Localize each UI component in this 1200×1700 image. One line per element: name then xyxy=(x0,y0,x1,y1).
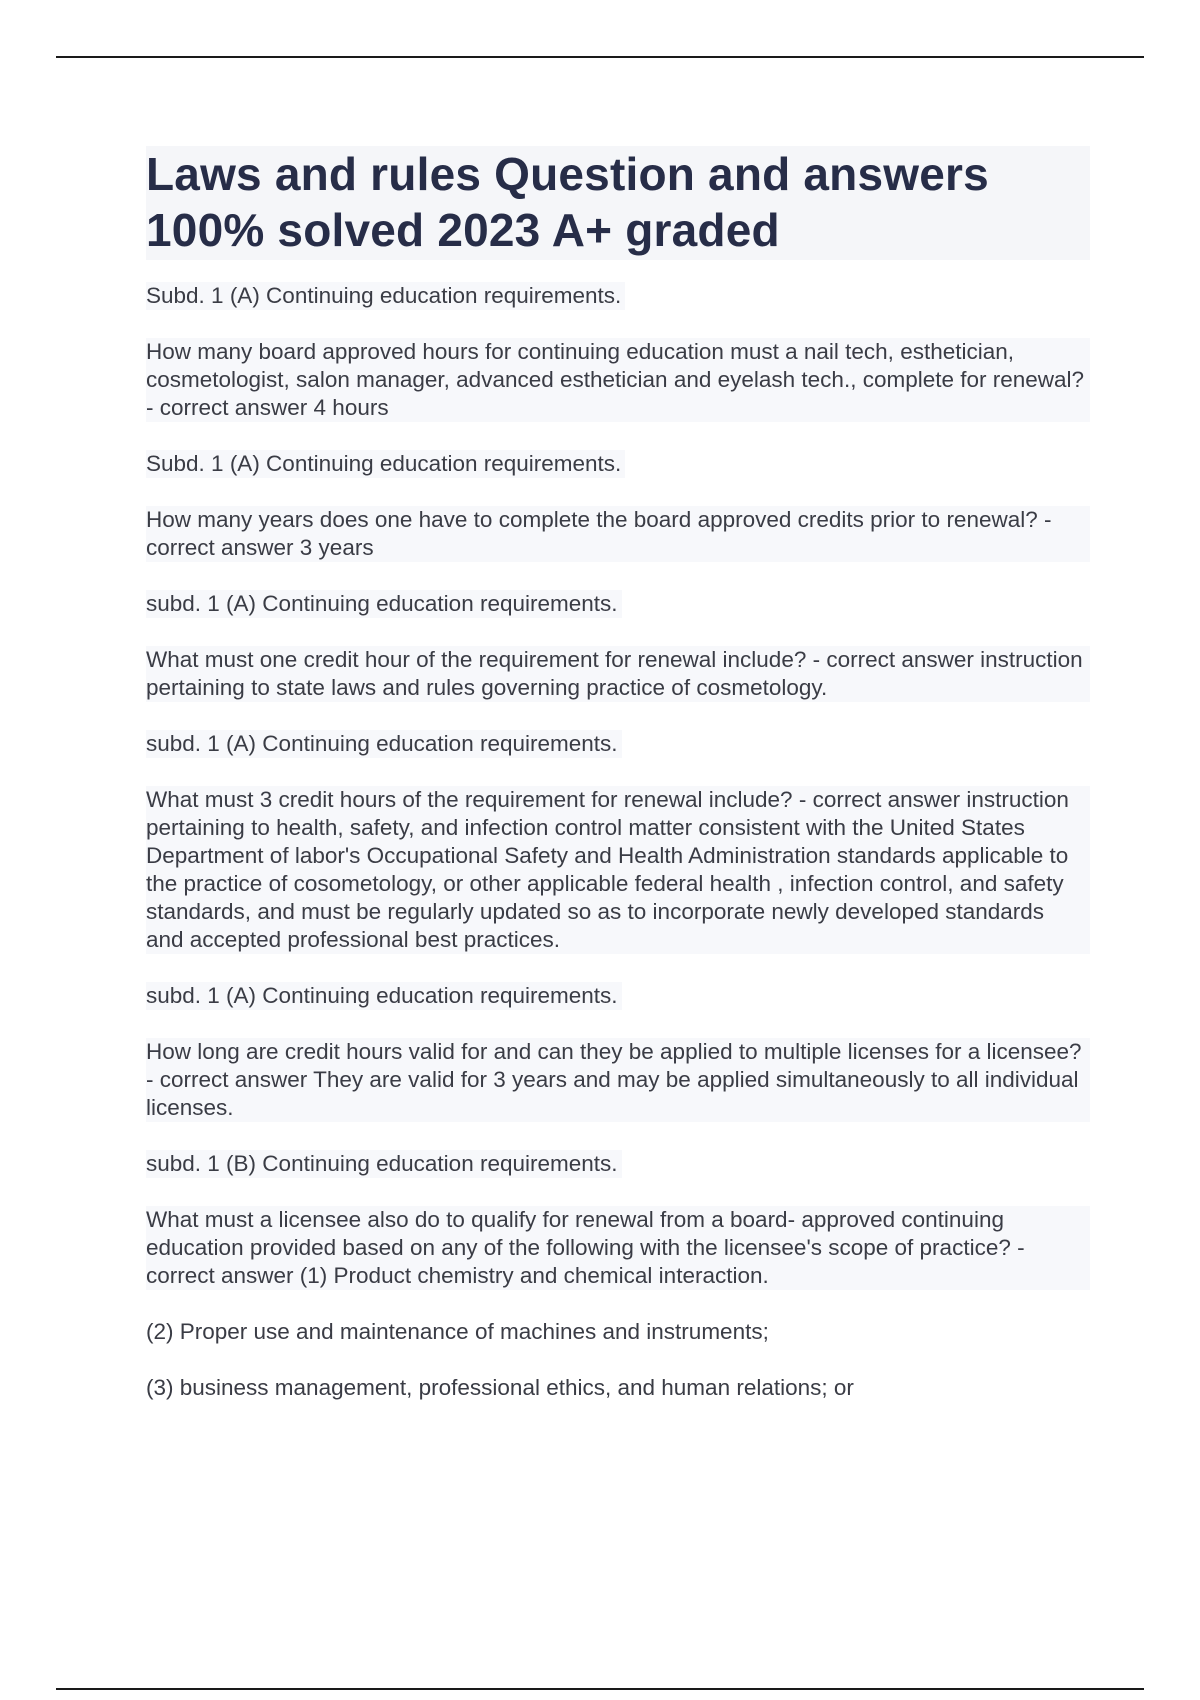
section-label: subd. 1 (B) Continuing education requirements. xyxy=(146,1150,1090,1178)
answer-item: (3) business management, professional ethics, and human relations; or xyxy=(146,1375,854,1400)
question-answer: How many board approved hours for continuing education must a nail tech, esthetician, cosmetologist, salon manager, advanced esthetician and eyelash tech., complete for renewal? - correct answer 4 hours xyxy=(146,338,1090,422)
bottom-rule xyxy=(56,1688,1144,1690)
document-body xyxy=(146,146,1090,1430)
answer-item: (2) Proper use and maintenance of machines and instruments; xyxy=(146,1319,769,1344)
question-answer: What must one credit hour of the requirement for renewal include? - correct answer instruction pertaining to state laws and rules governing practice of cosmetology. xyxy=(146,646,1090,702)
section-label: Subd. 1 (A) Continuing education requirements. xyxy=(146,282,1090,310)
question-answer: What must 3 credit hours of the requirement for renewal include? - correct answer instruction pertaining to health, safety, and infection control matter consistent with the United States Department of labor's Occupational Safety and Health Administration standards applicable to the practice of cosometology, or other applicable federal health , infection control, and safety standards, and must be regularly updated so as to incorporate newly developed standards and accepted professional best practices. xyxy=(146,786,1090,954)
title-box xyxy=(146,146,1090,260)
section-label: Subd. 1 (A) Continuing education requirements. xyxy=(146,450,1090,478)
section-label: subd. 1 (A) Continuing education requirements. xyxy=(146,982,1090,1010)
question-answer: How many years does one have to complete the board approved credits prior to renewal? - correct answer 3 years xyxy=(146,506,1090,562)
document-title: Laws and rules Question and answers 100% solved 2023 A+ graded xyxy=(146,148,989,256)
question-answer: How long are credit hours valid for and can they be applied to multiple licenses for a licensee? - correct answer They are valid for 3 years and may be applied simultaneously to all individual licenses. xyxy=(146,1038,1090,1122)
top-rule xyxy=(56,56,1144,58)
question-answer: What must a licensee also do to qualify for renewal from a board- approved continuing education provided based on any of the following with the licensee's scope of practice? - correct answer (1) Product chemistry and chemical interaction. xyxy=(146,1206,1090,1290)
section-label: subd. 1 (A) Continuing education requirements. xyxy=(146,590,1090,618)
section-label: subd. 1 (A) Continuing education requirements. xyxy=(146,730,1090,758)
